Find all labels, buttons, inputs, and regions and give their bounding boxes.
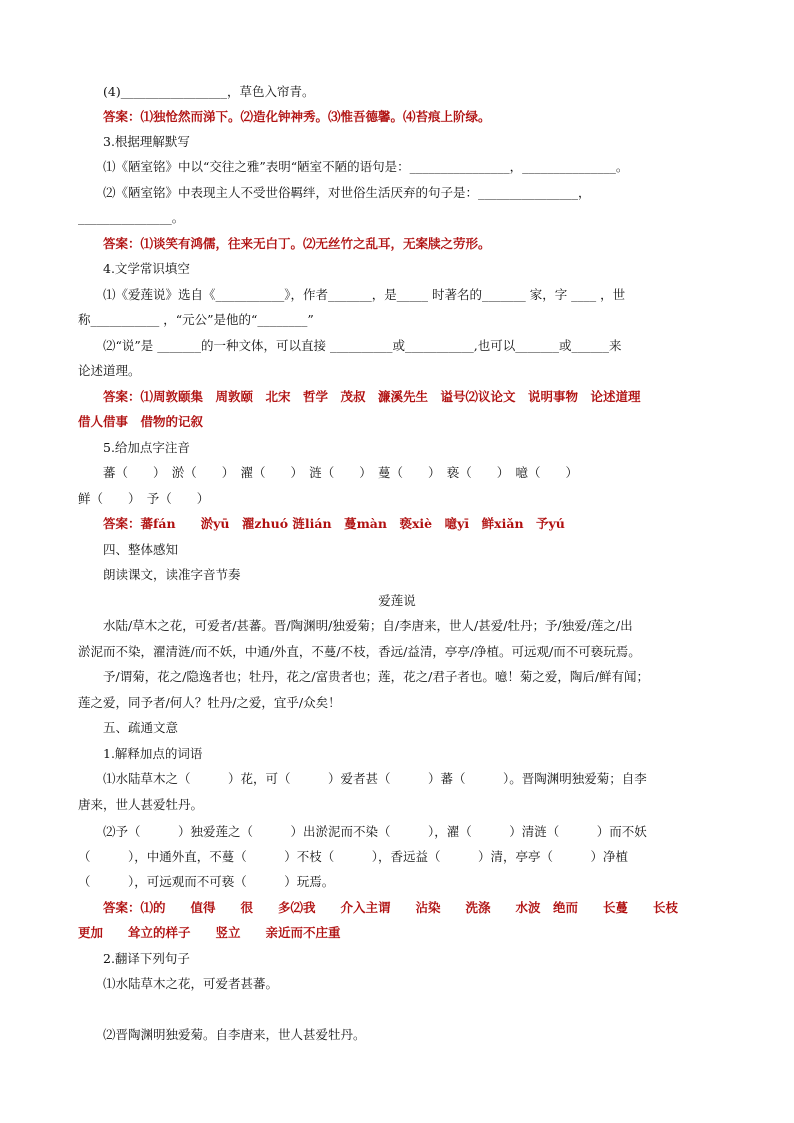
answer-line: 答案：蕃fán 淤yū 濯zhuó 涟lián 蔓màn 亵xiè 噫yī 鲜xiǎn 予yú [103,516,565,531]
question-line: （ ），中通外直，不蔓（ ）不枝（ ），香远益（ ）清，亭亭（ ）净植 [78,849,629,864]
question-line: 论述道理。 [78,363,141,378]
fill-item-4: (4)_________________，草色入帘青。 [103,84,315,99]
translation-item: ⑵晋陶渊明独爱菊。自李唐来，世人甚爱牡丹。 [103,1027,366,1042]
question-line: ⑴水陆草木之（ ）花，可（ ）爱者甚（ ）蕃（ ）。晋陶渊明独爱菊；自李 [103,771,647,786]
section-heading-1: 1.解释加点的词语 [103,746,203,761]
question-line: （ ），可远观而不可亵（ ）玩焉。 [78,874,335,889]
question-line: ⑴《爱莲说》选自《___________》，作者_______，是_____ 时著名的_______ 家，字 ____ ，世 [103,287,626,302]
question-line: ⑵《陋室铭》中表现主人不受世俗羁绊，对世俗生活厌弃的句子是：________________， [103,185,591,200]
question-line: 唐来，世人甚爱牡丹。 [78,797,204,812]
question-line: 称___________ ，“元公”是他的“________” [78,312,314,327]
pinyin-blanks: 鲜（ ） 予（ ） [78,491,210,506]
text-paragraph: 水陆/草木之花，可爱者/甚蕃。晋/陶渊明/独爱菊；自/李唐来，世人/甚爱/牡丹；予/独爱/莲之/出 [103,618,633,633]
text-paragraph: 淤泥而不染，濯清涟/而不妖，中通/外直，不蔓/不枝，香远/益清，亭亭/净植。可远观/而不可亵玩焉。 [78,644,641,659]
text-title: 爱莲说 [378,593,416,608]
question-line: ⑴《陋室铭》中以“交往之雅”表明“陋室不陋的语句是：________________，_______________。 [103,159,629,174]
instruction: 朗读课文，读准字音节奏 [103,567,241,582]
section-heading-5: 5.给加点字注音 [103,440,190,455]
answer-line: 答案：⑴独怆然而涕下。⑵造化钟神秀。⑶惟吾德馨。⑷苔痕上阶绿。 [103,109,491,124]
text-paragraph: 予/谓菊，花之/隐逸者也；牡丹，花之/富贵者也；莲，花之/君子者也。噫！菊之爱，陶后/鲜有闻； [103,669,650,684]
answer-line: 借人借事 借物的记叙 [78,414,204,429]
question-line: _______________。 [78,210,185,225]
question-line: ⑵“说”是 _______的一种文体，可以直接 __________或___________,也可以_______或______来 [103,338,622,353]
pinyin-blanks: 蕃（ ） 淤（ ） 濯（ ） 涟（ ） 蔓（ ） 亵（ ） 噫（ ） [103,465,579,480]
section-heading-4: 4.文学常识填空 [103,261,190,276]
text-paragraph: 莲之爱，同予者/何人？牡丹/之爱，宜乎/众矣！ [78,695,341,710]
section-heading-2: 2.翻译下列句子 [103,951,190,966]
question-line: ⑵予（ ）独爱莲之（ ）出淤泥而不染（ ），濯（ ）清涟（ ）而不妖 [103,824,647,839]
translation-item: ⑴水陆草木之花，可爱者甚蕃。 [103,976,279,991]
answer-line: 答案：⑴的 值得 很 多⑵我 介入主谓 沾染 洗涤 水波 绝而 长蔓 长枝 [103,900,679,915]
answer-line: 更加 耸立的样子 竖立 亲近而不庄重 [78,925,341,940]
answer-line: 答案：⑴谈笑有鸿儒，往来无白丁。⑵无丝竹之乱耳，无案牍之劳形。 [103,236,491,251]
part-heading-4: 四、整体感知 [103,542,179,557]
part-heading-5: 五、疏通文意 [103,720,179,735]
section-heading-3: 3.根据理解默写 [103,134,190,149]
answer-line: 答案：⑴周敦颐集 周敦颐 北宋 哲学 茂叔 濂溪先生 谥号⑵议论文 说明事物 论述道理 [103,389,641,404]
